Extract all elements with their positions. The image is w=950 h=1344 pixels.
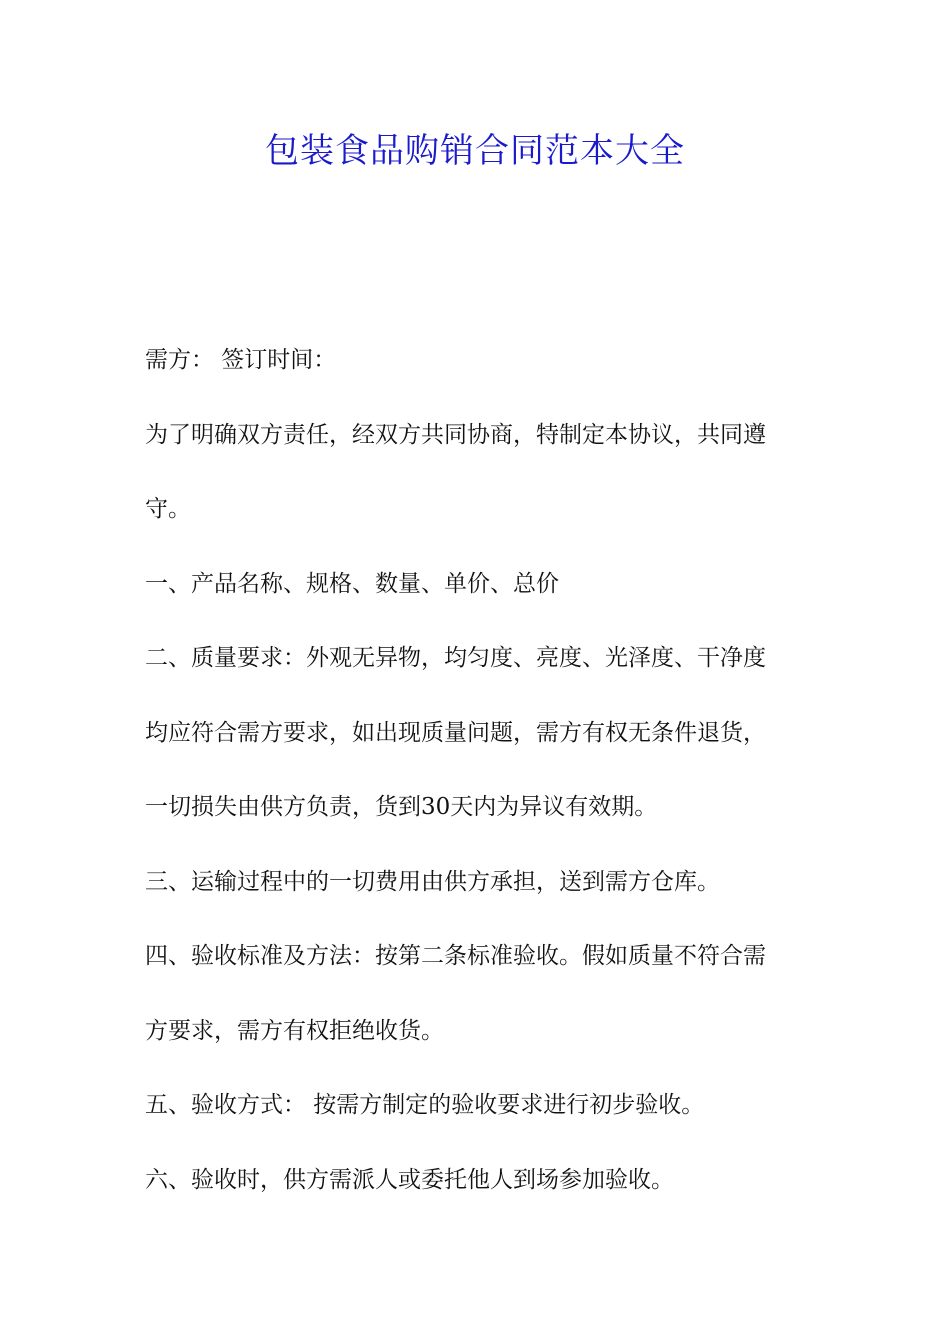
clause-2-line-3: 一切损失由供方负责，货到30天内为异议有效期。 xyxy=(145,794,658,820)
clause-4-line-1: 四、验收标准及方法：按第二条标准验收。假如质量不符合需 xyxy=(145,943,766,969)
clause-1-line: 一、产品名称、规格、数量、单价、总价 xyxy=(145,570,559,597)
clause-4-line-2: 方要求，需方有权拒绝收货。 xyxy=(145,1017,444,1044)
document-title: 包装食品购销合同范本大全 xyxy=(265,131,685,171)
clause-2-line-1: 二、质量要求：外观无异物，均匀度、亮度、光泽度、干净度 xyxy=(145,645,766,671)
clause-6-line: 六、验收时，供方需派人或委托他人到场参加验收。 xyxy=(145,1166,674,1193)
preamble-line-2: 守。 xyxy=(145,496,191,522)
clause-5-line: 五、验收方式： 按需方制定的验收要求进行初步验收。 xyxy=(145,1092,705,1118)
preamble-line-1: 为了明确双方责任，经双方共同协商，特制定本协议，共同遵 xyxy=(145,421,766,448)
buyer-sign-date-line: 需方： 签订时间： xyxy=(145,347,337,373)
document-body xyxy=(145,337,810,1231)
clause-3-line: 三、运输过程中的一切费用由供方承担，送到需方仓库。 xyxy=(145,868,720,895)
clause-2-line-2: 均应符合需方要求，如出现质量问题，需方有权无条件退货， xyxy=(145,719,766,746)
